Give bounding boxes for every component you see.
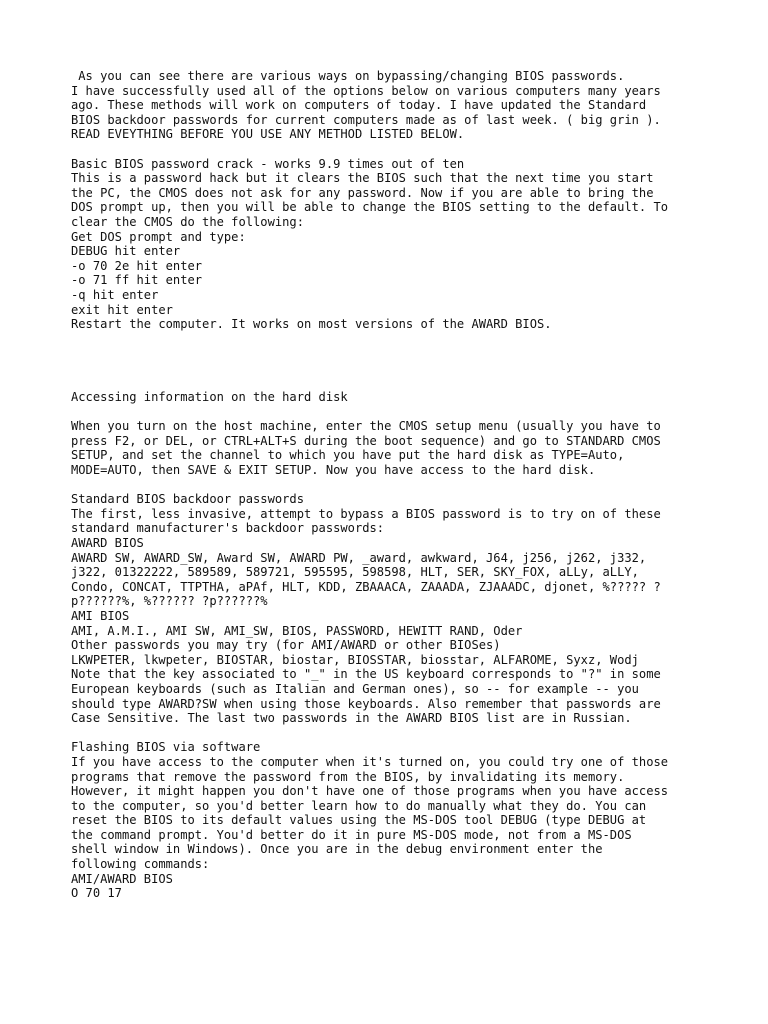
text-line: However, it might happen you don't have one of those programs when you have access	[71, 784, 669, 799]
text-line: p??????%, %?????? ?p??????%	[71, 594, 268, 609]
text-line: reset the BIOS to its default values using the MS-DOS tool DEBUG (type DEBUG at	[71, 813, 647, 828]
text-line: European keyboards (such as Italian and German ones), so -- for example -- you	[71, 681, 639, 696]
text-line: Accessing information on the hard disk	[71, 390, 348, 405]
text-line: MODE=AUTO, then SAVE & EXIT SETUP. Now you have access to the hard disk.	[71, 463, 596, 478]
text-line: Basic BIOS password crack - works 9.9 times out of ten	[71, 156, 465, 171]
text-line: Other passwords you may try (for AMI/AWARD or other BIOSes)	[71, 638, 501, 653]
text-line: BIOS backdoor passwords for current computers made as of last week. ( big grin ).	[71, 112, 661, 127]
text-line: following commands:	[71, 857, 210, 872]
text-line: When you turn on the host machine, enter the CMOS setup menu (usually you have to	[71, 419, 661, 434]
text-line: Restart the computer. It works on most versions of the AWARD BIOS.	[71, 317, 552, 332]
text-line: O 70 17	[71, 886, 122, 901]
text-line: -o 71 ff hit enter	[71, 273, 203, 288]
text-line: Case Sensitive. The last two passwords in the AWARD BIOS list are in Russian.	[71, 711, 632, 726]
text-line: If you have access to the computer when it's turned on, you could try one of those	[71, 754, 669, 769]
text-line: I have successfully used all of the options below on various computers many years	[71, 83, 661, 98]
text-line: Flashing BIOS via software	[71, 740, 261, 755]
text-line: -q hit enter	[71, 287, 159, 302]
text-line: exit hit enter	[71, 302, 173, 317]
hard-disk-heading	[71, 390, 761, 405]
hard-disk-paragraph	[71, 419, 761, 477]
text-line: AWARD BIOS	[71, 536, 144, 551]
text-line: programs that remove the password from the BIOS, by invalidating its memory.	[71, 769, 625, 784]
basic-crack-section	[71, 157, 761, 332]
text-line: press F2, or DEL, or CTRL+ALT+S during the boot sequence) and go to STANDARD CMOS	[71, 433, 661, 448]
intro-paragraph	[71, 69, 761, 142]
text-line: This is a password hack but it clears the BIOS such that the next time you start	[71, 171, 654, 186]
text-line: the command prompt. You'd better do it in pure MS-DOS mode, not from a MS-DOS	[71, 827, 632, 842]
text-line: shell window in Windows). Once you are in the debug environment enter the	[71, 842, 603, 857]
text-line: should type AWARD?SW when using those keyboards. Also remember that passwords are	[71, 696, 661, 711]
text-line: j322, 01322222, 589589, 589721, 595595, 598598, HLT, SER, SKY_FOX, aLLy, aLLY,	[71, 565, 639, 580]
text-line: DEBUG hit enter	[71, 244, 181, 259]
text-line: clear the CMOS do the following:	[71, 214, 304, 229]
text-line: ago. These methods will work on computers of today. I have updated the Standard	[71, 98, 647, 113]
text-line: the PC, the CMOS does not ask for any password. Now if you are able to bring the	[71, 185, 654, 200]
text-line: Note that the key associated to "_" in the US keyboard corresponds to "?" in some	[71, 667, 661, 682]
text-line: standard manufacturer's backdoor passwords:	[71, 521, 385, 536]
text-line: The first, less invasive, attempt to bypass a BIOS password is to try on of these	[71, 506, 661, 521]
text-line: As you can see there are various ways on bypassing/changing BIOS passwords.	[71, 69, 625, 83]
flashing-bios-section	[71, 740, 761, 901]
text-line: to the computer, so you'd better learn how to do manually what they do. You can	[71, 798, 647, 813]
text-line: LKWPETER, lkwpeter, BIOSTAR, biostar, BIOSSTAR, biosstar, ALFAROME, Syxz, Wodj	[71, 652, 639, 667]
text-line: AWARD SW, AWARD_SW, Award SW, AWARD PW, _award, awkward, J64, j256, j262, j332,	[71, 550, 647, 565]
text-line: Standard BIOS backdoor passwords	[71, 492, 304, 507]
text-line: AMI/AWARD BIOS	[71, 871, 173, 886]
text-line: READ EVEYTHING BEFORE YOU USE ANY METHOD LISTED BELOW.	[71, 127, 465, 142]
text-line: Condo, CONCAT, TTPTHA, aPAf, HLT, KDD, ZBAAACA, ZAAADA, ZJAAADC, djonet, %????? ?	[71, 579, 661, 594]
document-page	[71, 69, 761, 901]
text-line: Get DOS prompt and type:	[71, 229, 246, 244]
text-line: AMI, A.M.I., AMI SW, AMI_SW, BIOS, PASSWORD, HEWITT RAND, Oder	[71, 623, 523, 638]
backdoor-passwords-section	[71, 492, 761, 726]
text-line: -o 70 2e hit enter	[71, 258, 203, 273]
text-line: AMI BIOS	[71, 608, 130, 623]
text-line: SETUP, and set the channel to which you have put the hard disk as TYPE=Auto,	[71, 448, 625, 463]
text-line: DOS prompt up, then you will be able to change the BIOS setting to the default. To	[71, 200, 669, 215]
